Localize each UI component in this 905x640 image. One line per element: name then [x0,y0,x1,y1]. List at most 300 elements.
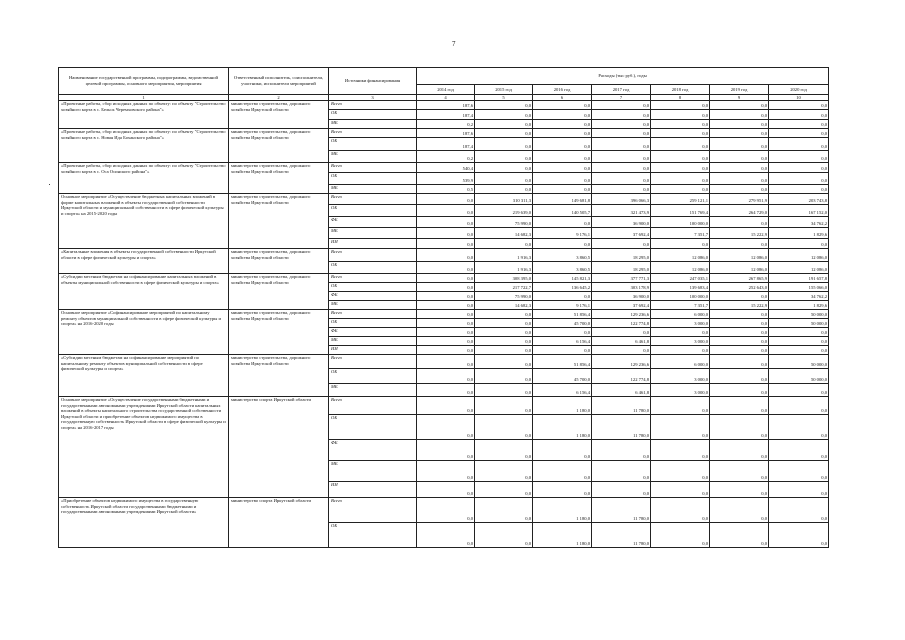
amount-cell: 0,0 [533,101,592,110]
amount-cell: 0,0 [417,523,475,548]
funding-source-cell: Всего [329,397,417,415]
amount-cell: 0,0 [651,461,710,482]
funding-source-cell: ОБ [329,173,417,185]
amount-cell: 0,0 [769,461,829,482]
amount-cell: 50 000,0 [769,319,829,328]
amount-cell: 0,0 [475,415,533,440]
amount-cell: 0,0 [710,337,769,346]
amount-cell: 0,0 [769,415,829,440]
column-index: 5 [475,95,533,101]
column-index: 6 [533,95,592,101]
amount-cell: 0,0 [710,120,769,129]
funding-source-cell: ОБ [329,205,417,217]
amount-cell: 11 780,0 [592,415,651,440]
amount-cell: 0,0 [592,138,651,151]
amount-cell: 0,0 [769,101,829,110]
amount-cell: 0,5 [417,185,475,194]
amount-cell: 0,0 [475,337,533,346]
column-index: 3 [329,95,417,101]
amount-cell: 0,0 [417,482,475,498]
amount-cell: 0,0 [417,440,475,461]
amount-cell: 1 916,3 [475,249,533,262]
amount-cell: 0,0 [475,319,533,328]
program-name-cell: Основное мероприятие «Осуществление государственными бюджетными и государственными автономными учреждениями Иркутской области капитальных вложений в объекты капитального строительства государственной собственности Иркутской области и приобретение объектов недвижимого имущества в государственную собственность Иркутской области в сфере физической культуры и спорта» на 2016-2017 годы [59,397,229,498]
amount-cell: 1 180,0 [533,415,592,440]
program-name-cell: «Приобретение объектов недвижимого имущества в государственную собственность Иркутской области государственными бюджетными и государственными автономными учреждениями Иркутской области» [59,498,229,548]
header-year: 2017 год [592,85,651,95]
amount-cell: 0,0 [533,482,592,498]
amount-cell: 0,0 [533,346,592,355]
amount-cell: 0,0 [417,346,475,355]
amount-cell: 0,0 [417,397,475,415]
amount-cell: 0,0 [475,461,533,482]
amount-cell: 0,0 [710,440,769,461]
amount-cell: 0,0 [769,110,829,120]
amount-cell: 139 683,4 [651,283,710,292]
amount-cell: 0,0 [651,101,710,110]
amount-cell: 11 780,0 [592,523,651,548]
amount-cell: 219 639,0 [475,205,533,217]
header-responsible: Ответственный исполнитель, соисполнители, участники, исполнители мероприятий [229,68,329,95]
amount-cell: 0,0 [533,129,592,138]
amount-cell: 0,0 [417,239,475,249]
amount-cell: 3 860,5 [533,262,592,274]
amount-cell: 264 729,0 [710,205,769,217]
amount-cell: 0,0 [769,328,829,337]
amount-cell: 0,0 [710,101,769,110]
amount-cell: 303 178,9 [592,283,651,292]
amount-cell: 0,0 [417,498,475,523]
amount-cell: 0,0 [769,523,829,548]
amount-cell: 1 180,0 [533,397,592,415]
amount-cell: 0,0 [592,120,651,129]
amount-cell: 0,0 [651,397,710,415]
page-number: 7 [452,40,456,48]
amount-cell: 0,0 [710,498,769,523]
amount-cell: 0,0 [592,151,651,163]
amount-cell: 151 769,4 [651,205,710,217]
amount-cell: 50 000,0 [769,310,829,319]
amount-cell: 0,0 [710,310,769,319]
program-name-cell: «Проектные работы, сбор исходных данных по объекту: по объекту "Строительство хозяйного корта в с. Оса Осинского района"» [59,163,229,194]
responsible-cell: министерство строительства, дорожного хозяйства Иркутской области [229,249,329,274]
table-row [59,355,829,369]
amount-cell: 0,0 [475,310,533,319]
amount-cell: 9 176,1 [533,301,592,310]
amount-cell: 0,0 [710,138,769,151]
program-name-cell: Основное мероприятие «Осуществление бюджетных капитальных вложений в форме капитальных вложений в объекты государственной собственности Иркутской области и муниципальной собственности в сфере физической культуры и спорта» на 2015-2020 годы [59,194,229,249]
amount-cell: 0,0 [769,337,829,346]
amount-cell: 310 311,3 [475,194,533,205]
amount-cell: 0,0 [475,355,533,369]
amount-cell: 0,0 [769,163,829,173]
amount-cell: 0,0 [417,249,475,262]
program-name-cell: «Субсидии местным бюджетам на софинансирование мероприятий по капитальному ремонту объектов муниципальной собственности в сфере физической культуры и спорта» [59,355,229,397]
amount-cell: 0,0 [533,292,592,301]
table-row [59,310,829,319]
responsible-cell: министерство строительства, дорожного хозяйства Иркутской области [229,194,329,249]
funding-source-cell: МБ [329,384,417,397]
amount-cell: 167 152,0 [769,205,829,217]
amount-cell: 0,0 [475,138,533,151]
amount-cell: 0,0 [417,205,475,217]
funding-source-cell: Всего [329,310,417,319]
column-index: 2 [229,95,329,101]
amount-cell: 0,0 [417,337,475,346]
amount-cell: 136 645,2 [533,283,592,292]
amount-cell: 0,0 [710,482,769,498]
amount-cell: 0,0 [533,461,592,482]
amount-cell: 0,0 [533,120,592,129]
amount-cell: 0,0 [769,482,829,498]
amount-cell: 0,2 [417,151,475,163]
amount-cell: 140 505,7 [533,205,592,217]
funding-source-cell: МБ [329,228,417,239]
amount-cell: 0,0 [533,217,592,228]
program-name-cell: «Проектные работы, сбор исходных данных по объекту: по объекту "Строительство хозяйного корта в с. Бельск Черемховского района"» [59,101,229,129]
funding-source-cell: МБ [329,151,417,163]
amount-cell: 50 000,0 [769,369,829,384]
amount-cell: 3 000,0 [651,319,710,328]
amount-cell: 34 762,2 [769,292,829,301]
amount-cell: 18 295,0 [592,249,651,262]
amount-cell: 0,0 [417,355,475,369]
amount-cell: 0,0 [592,163,651,173]
amount-cell: 0,0 [533,173,592,185]
amount-cell: 100 000,0 [651,292,710,301]
amount-cell: 0,0 [651,120,710,129]
amount-cell: 0,0 [417,301,475,310]
amount-cell: 0,0 [475,151,533,163]
amount-cell: 0,0 [592,185,651,194]
funding-source-cell: ОБ [329,415,417,440]
amount-cell: 37 692,4 [592,301,651,310]
table-row [59,249,829,262]
amount-cell: 12 086,0 [710,262,769,274]
amount-cell: 0,0 [475,120,533,129]
amount-cell: 0,0 [769,120,829,129]
budget-table [58,67,829,548]
amount-cell: 0,0 [475,110,533,120]
amount-cell: 0,0 [710,523,769,548]
amount-cell: 0,0 [769,185,829,194]
amount-cell: 0,0 [651,440,710,461]
column-index: 4 [417,95,475,101]
scan-speck [49,184,50,185]
amount-cell: 12 086,0 [710,249,769,262]
amount-cell: 0,0 [769,138,829,151]
amount-cell: 14 682,3 [475,301,533,310]
amount-cell: 6 000,0 [651,310,710,319]
program-name-cell: «Субсидии местным бюджетам на софинансирование капитальных вложений в объекты муниципальной собственности в сфере физической культуры и спорта» [59,274,229,310]
amount-cell: 203 743,8 [769,194,829,205]
responsible-cell: министерство строительства, дорожного хозяйства Иркутской области [229,274,329,310]
amount-cell: 267 865,9 [710,274,769,283]
amount-cell: 259 121,1 [651,194,710,205]
amount-cell: 0,0 [651,328,710,337]
amount-cell: 0,0 [475,482,533,498]
column-index: 10 [769,95,829,101]
amount-cell: 36 900,0 [592,217,651,228]
amount-cell: 0,0 [475,129,533,138]
amount-cell: 7 351,7 [651,228,710,239]
amount-cell: 0,0 [475,384,533,397]
funding-source-cell: ФБ [329,292,417,301]
funding-source-cell: Всего [329,498,417,523]
amount-cell: 187,4 [417,110,475,120]
amount-cell: 0,0 [769,346,829,355]
amount-cell: 252 643,0 [710,283,769,292]
amount-cell: 12 086,0 [769,262,829,274]
funding-source-cell: ФБ [329,328,417,337]
funding-source-cell: ОБ [329,319,417,328]
amount-cell: 0,0 [769,239,829,249]
table-row [59,397,829,415]
amount-cell: 0,0 [417,217,475,228]
amount-cell: 377 771,3 [592,274,651,283]
funding-source-cell: МБ [329,337,417,346]
amount-cell: 0,0 [769,397,829,415]
amount-cell: 0,0 [710,384,769,397]
amount-cell: 0,0 [475,346,533,355]
header-year: 2015 год [475,85,533,95]
amount-cell: 0,0 [592,110,651,120]
funding-source-cell: МБ [329,461,417,482]
amount-cell: 6 156,4 [533,337,592,346]
amount-cell: 0,0 [769,440,829,461]
amount-cell: 145 821,3 [533,274,592,283]
amount-cell: 0,0 [710,110,769,120]
amount-cell: 0,0 [475,440,533,461]
amount-cell: 187,4 [417,138,475,151]
amount-cell: 0,0 [651,151,710,163]
funding-source-cell: Всего [329,274,417,283]
amount-cell: 75 990,0 [475,292,533,301]
header-year: 2018 год [651,85,710,95]
responsible-cell: министерство строительства, дорожного хозяйства Иркутской области [229,101,329,129]
amount-cell: 9 176,1 [533,228,592,239]
header-year: 2016 год [533,85,592,95]
amount-cell: 0,0 [475,498,533,523]
amount-cell: 0,0 [592,440,651,461]
amount-cell: 75 990,0 [475,217,533,228]
amount-cell: 1 180,0 [533,498,592,523]
funding-source-cell: Всего [329,163,417,173]
responsible-cell: министерство строительства, дорожного хозяйства Иркутской области [229,355,329,397]
amount-cell: 0,0 [417,262,475,274]
amount-cell: 129 236,6 [592,310,651,319]
amount-cell: 6 156,4 [533,384,592,397]
header-year: 2019 год [710,85,769,95]
amount-cell: 0,0 [417,461,475,482]
amount-cell: 0,0 [475,239,533,249]
amount-cell: 0,0 [710,151,769,163]
amount-cell: 0,0 [710,239,769,249]
amount-cell: 45 700,0 [533,369,592,384]
amount-cell: 0,0 [769,173,829,185]
funding-source-cell: МБ [329,301,417,310]
amount-cell: 122 774,8 [592,319,651,328]
amount-cell: 0,0 [533,138,592,151]
funding-source-cell: ФБ [329,440,417,461]
amount-cell: 0,0 [710,415,769,440]
amount-cell: 0,0 [592,129,651,138]
amount-cell: 0,0 [417,283,475,292]
funding-source-cell: ОБ [329,138,417,151]
amount-cell: 149 681,8 [533,194,592,205]
amount-cell: 15 222,9 [710,228,769,239]
amount-cell: 11 780,0 [592,397,651,415]
amount-cell: 0,0 [710,185,769,194]
amount-cell: 0,0 [651,185,710,194]
funding-source-cell: МБ [329,120,417,129]
funding-source-cell: ИИ [329,346,417,355]
amount-cell: 0,0 [417,194,475,205]
amount-cell: 100 000,0 [651,217,710,228]
table-row [59,129,829,138]
amount-cell: 0,0 [592,346,651,355]
amount-cell: 34 762,2 [769,217,829,228]
amount-cell: 0,0 [592,328,651,337]
amount-cell: 0,0 [592,482,651,498]
amount-cell: 0,0 [710,461,769,482]
funding-source-cell: ФБ [329,217,417,228]
table-row [59,101,829,110]
funding-source-cell: ОБ [329,283,417,292]
header-name: Наименование государственной программы, подпрограммы, ведомственной целевой программы, основного мероприятия, мероприятия [59,68,229,95]
amount-cell: 0,0 [475,163,533,173]
amount-cell: 0,0 [475,101,533,110]
header-sources: Источники финансирования [329,68,417,95]
funding-source-cell: ИИ [329,482,417,498]
amount-cell: 187,6 [417,129,475,138]
amount-cell: 155 066,0 [769,283,829,292]
funding-source-cell: Всего [329,101,417,110]
amount-cell: 0,0 [651,110,710,120]
amount-cell: 0,0 [710,129,769,138]
amount-cell: 321 473,9 [592,205,651,217]
amount-cell: 1 829,6 [769,301,829,310]
amount-cell: 12 086,0 [651,249,710,262]
amount-cell: 0,0 [592,173,651,185]
amount-cell: 540,4 [417,163,475,173]
amount-cell: 0,0 [651,173,710,185]
amount-cell: 0,0 [651,523,710,548]
amount-cell: 0,0 [475,369,533,384]
amount-cell: 15 222,9 [710,301,769,310]
amount-cell: 308 395,0 [475,274,533,283]
amount-cell: 7 351,7 [651,301,710,310]
amount-cell: 50 000,0 [769,355,829,369]
amount-cell: 0,0 [710,369,769,384]
amount-cell: 0,0 [417,319,475,328]
amount-cell: 0,0 [592,239,651,249]
funding-source-cell: Всего [329,249,417,262]
amount-cell: 0,0 [475,185,533,194]
amount-cell: 0,0 [651,415,710,440]
amount-cell: 0,0 [417,415,475,440]
funding-source-cell: Всего [329,194,417,205]
responsible-cell: министерство строительства, дорожного хозяйства Иркутской области [229,163,329,194]
column-index: 7 [592,95,651,101]
amount-cell: 0,0 [710,217,769,228]
amount-cell: 187,6 [417,101,475,110]
amount-cell: 1 916,3 [475,262,533,274]
amount-cell: 0,0 [475,328,533,337]
amount-cell: 0,0 [533,185,592,194]
responsible-cell: министерство спорта Иркутской области [229,498,329,548]
funding-source-cell: ОБ [329,369,417,384]
amount-cell: 539,9 [417,173,475,185]
amount-cell: 1 180,0 [533,523,592,548]
amount-cell: 217 722,7 [475,283,533,292]
amount-cell: 247 035,1 [651,274,710,283]
header-year: 2014 год [417,85,475,95]
program-name-cell: «Проектные работы, сбор исходных данных по объекту: по объекту "Строительство хозяйного корта в с. Новая Ида Боханского района"» [59,129,229,163]
table-row [59,498,829,523]
table-row [59,194,829,205]
amount-cell: 6 000,0 [651,355,710,369]
amount-cell: 0,0 [710,163,769,173]
amount-cell: 0,0 [417,384,475,397]
amount-cell: 0,0 [533,328,592,337]
amount-cell: 36 900,0 [592,292,651,301]
amount-cell: 191 657,8 [769,274,829,283]
amount-cell: 0,0 [533,110,592,120]
responsible-cell: министерство спорта Иркутской области [229,397,329,498]
funding-source-cell: Всего [329,129,417,138]
table-row [59,163,829,173]
column-index: 8 [651,95,710,101]
amount-cell: 0,0 [651,346,710,355]
amount-cell: 0,0 [417,228,475,239]
amount-cell: 51 856,4 [533,310,592,319]
amount-cell: 0,0 [651,498,710,523]
amount-cell: 396 066,3 [592,194,651,205]
funding-source-cell: ОБ [329,523,417,548]
amount-cell: 11 780,0 [592,498,651,523]
amount-cell: 3 000,0 [651,384,710,397]
amount-cell: 0,0 [651,129,710,138]
amount-cell: 37 692,4 [592,228,651,239]
amount-cell: 0,0 [651,482,710,498]
amount-cell: 1 829,6 [769,228,829,239]
amount-cell: 3 000,0 [651,337,710,346]
amount-cell: 0,0 [417,328,475,337]
amount-cell: 0,0 [769,384,829,397]
amount-cell: 0,0 [417,310,475,319]
amount-cell: 0,0 [417,369,475,384]
responsible-cell: министерство строительства, дорожного хозяйства Иркутской области [229,129,329,163]
amount-cell: 18 295,0 [592,262,651,274]
amount-cell: 0,0 [710,292,769,301]
amount-cell: 0,0 [651,138,710,151]
amount-cell: 12 086,0 [651,262,710,274]
amount-cell: 14 682,3 [475,228,533,239]
amount-cell: 6 461,8 [592,384,651,397]
amount-cell: 0,0 [651,239,710,249]
amount-cell: 6 461,8 [592,337,651,346]
header-expenses: Расходы (тыс руб.), годы [417,68,829,85]
amount-cell: 0,0 [710,346,769,355]
funding-source-cell: ОБ [329,262,417,274]
header-year: 2020 год [769,85,829,95]
amount-cell: 0,0 [417,292,475,301]
amount-cell: 0,0 [533,239,592,249]
amount-cell: 279 951,9 [710,194,769,205]
amount-cell: 0,0 [475,397,533,415]
funding-source-cell: Всего [329,355,417,369]
